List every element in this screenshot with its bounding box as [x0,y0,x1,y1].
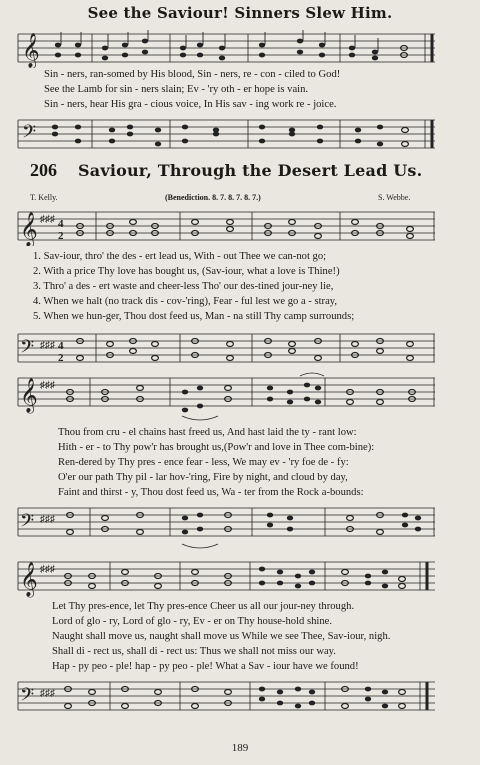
hymn-meter: (Benediction. 8. 7. 8. 7. 8. 7.) [165,193,261,202]
music-staff-top-treble [0,30,480,68]
music-staff-top-bass [0,114,480,154]
svg-text:2: 2 [58,230,64,242]
svg-text:𝄞: 𝄞 [20,563,38,596]
hymn-number: 206 [30,160,57,180]
lyric-line: Thou from cru - el chains hast freed us, And hast laid the ty - rant low: [58,427,357,438]
svg-text:♯♯♯: ♯♯♯ [40,380,55,391]
svg-text:𝄢: 𝄢 [20,684,35,709]
hymn-composer: S. Webbe. [378,193,411,202]
lyric-line: 1. Sav-iour, thro' the des - ert lead us, With - out Thee we can-not go; [33,251,327,262]
svg-text:𝄞: 𝄞 [20,213,38,246]
lyric-line: Naught shall move us, naught shall move us While we see Thee, Sav-iour, nigh. [52,631,391,642]
lyric-line: O'er our path Thy pil - lar hov-'ring, Fire by night, and cloud by day, [58,472,348,483]
svg-text:♯♯♯: ♯♯♯ [40,688,55,699]
music-staff-system1-treble [0,206,480,246]
lyric-line: Hith - er - to Thy pow'r has brought us,(Pow'r and love in Thee com-bine): [58,442,375,453]
lyric-line: Shall di - rect us, shall di - rect us: Thus we shall not miss our way. [52,646,336,657]
svg-text:𝄢: 𝄢 [20,510,35,535]
svg-text:♯♯♯: ♯♯♯ [40,214,55,225]
svg-text:𝄞: 𝄞 [22,34,40,67]
svg-text:4: 4 [58,218,64,230]
hymn-title: Saviour, Through the Desert Lead Us. [78,161,423,180]
lyric-line: Ren-dered by Thy pres - ence fear - less, We may ev - 'ry foe de - fy: [58,457,349,468]
lyric-line: 3. Thro' a des - ert waste and cheer-less Tho' our des-tined jour-ney lie, [33,281,334,292]
lyric-line: Lord of glo - ry, Lord of glo - ry, Ev - er on Thy house-hold shine. [52,616,332,627]
hymn-top-title: See the Saviour! Sinners Slew Him. [87,4,393,22]
page-number: 189 [231,742,249,754]
music-staff-system3-bass [0,676,480,720]
music-staff-system1-bass [0,328,480,368]
lyric-line: 2. With a price Thy love has bought us, (Sav-iour, what a love is Thine!) [33,266,340,277]
music-staff-system2-bass [0,502,480,554]
lyric-line: 4. When we halt (no track dis - cov-'ring), Fear - ful lest we go a - stray, [33,296,338,307]
lyric-line: 5. When we hun-ger, Thou dost feed us, Man - na still Thy camp surrounds; [33,311,355,322]
music-staff-system2-treble [0,372,480,424]
lyric-line: Let Thy pres-ence, let Thy pres-ence Cheer us all our jour-ney through. [52,601,355,612]
svg-text:♯♯♯: ♯♯♯ [40,514,55,525]
svg-text:♯♯♯: ♯♯♯ [40,340,55,351]
svg-text:4: 4 [58,340,64,352]
svg-text:𝄞: 𝄞 [20,379,38,412]
lyric-line: Hap - py peo - ple! hap - py peo - ple! What a Sav - iour have we found! [52,661,359,672]
lyric-line: Sin - ners, hear His gra - cious voice, In His sav - ing work re - joice. [44,99,337,110]
svg-text:2: 2 [58,352,64,364]
svg-text:♯♯♯: ♯♯♯ [40,564,55,575]
svg-text:𝄢: 𝄢 [20,336,35,361]
lyric-line: Faint and thirst - y, Thou dost feed us, Wa - ter from the Rock a-bounds: [58,487,364,498]
lyric-line: Sin - ners, ran-somed by His blood, Sin - ners, re - con - ciled to God! [44,69,341,80]
lyric-line: See the Lamb for sin - ners slain; Ev - 'ry oth - er hope is vain. [44,84,309,95]
music-staff-system3-treble [0,556,480,600]
svg-text:𝄢: 𝄢 [22,121,37,146]
hymn-author: T. Kelly. [30,193,58,202]
